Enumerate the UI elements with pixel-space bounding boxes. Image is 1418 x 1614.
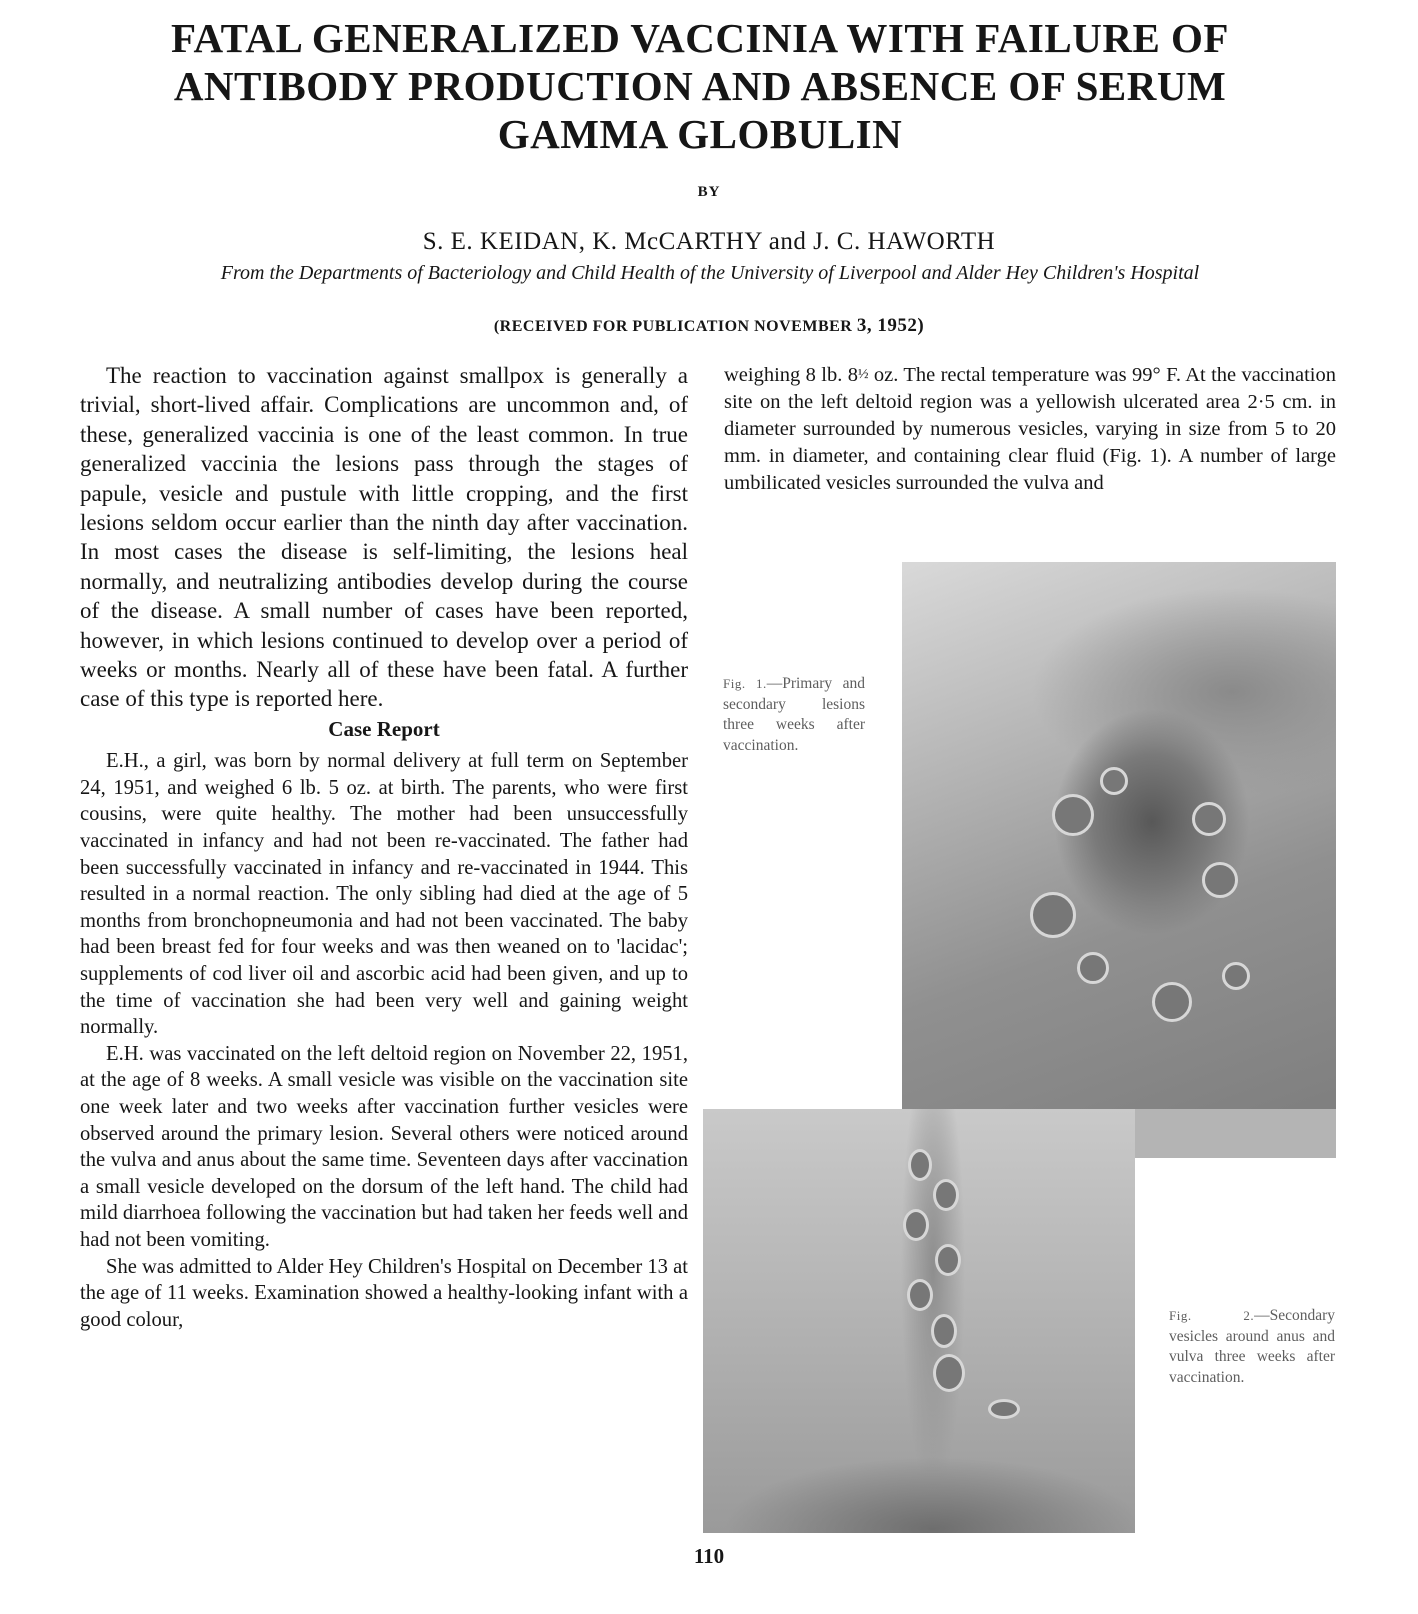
page-number: 110 <box>693 1544 725 1568</box>
vesicle-mark <box>903 1209 929 1241</box>
lesion-mark <box>1077 952 1109 984</box>
figure-2-caption <box>1169 1306 1335 1388</box>
lesion-mark <box>1152 982 1192 1022</box>
figure-1-photograph-lower-extension <box>1135 1109 1336 1158</box>
figure-1-photograph <box>902 562 1336 1158</box>
received-date-line <box>0 315 1418 337</box>
lesion-mark <box>1192 802 1226 836</box>
figure-2-caption-text: —Secondary vesicles around anus and vulva three weeks after vaccination. <box>1169 1307 1335 1386</box>
lesion-mark <box>1052 794 1094 836</box>
vesicle-mark <box>907 1279 933 1311</box>
vesicle-mark <box>988 1399 1020 1419</box>
left-text-column <box>80 361 688 1333</box>
right-text-column <box>724 361 1336 497</box>
vesicle-mark <box>908 1149 932 1181</box>
weight-fraction: ½ <box>858 367 869 382</box>
figure-1-label: Fig. 1. <box>723 676 767 691</box>
lesion-mark <box>1100 767 1128 795</box>
vesicle-mark <box>933 1354 965 1392</box>
received-label: (RECEIVED FOR PUBLICATION NOVEMBER <box>493 318 853 335</box>
lesion-mark <box>1030 892 1076 938</box>
figure-1-caption <box>723 674 865 756</box>
lesion-mark <box>1202 862 1238 898</box>
case-paragraph-2: E.H. was vaccinated on the left deltoid region on November 22, 1951, at the age of 8 weeks. A small vesicle was visible on the vaccination site one week later and two weeks after vaccination further vesicles were observed around the primary lesion. Several others were noticed around the vulva and anus about the same time. Seventeen days after vaccination a small vesicle developed on the dorsum of the left hand. The child had mild diarrhoea following the vaccination but had taken her feeds well and had not been vomiting. <box>80 1042 688 1251</box>
author-list: S. E. KEIDAN, K. McCARTHY and J. C. HAWORTH <box>422 228 996 255</box>
case-paragraph-1: E.H., a girl, was born by normal delivery at full term on September 24, 1951, and weighed 6 lb. 5 oz. at birth. The parents, who were first cousins, were quite healthy. The mother had been unsuccessfully vaccinated in infancy and had not been re-vaccinated. The father had been successfully vaccinated in infancy and re-vaccinated in 1944. This resulted in a normal reaction. The only sibling had died at the age of 5 months from bronchopneumonia and had not been vaccinated. The baby had been breast fed for four weeks and was then weaned on to 'lacidac'; supplements of cod liver oil and ascorbic acid had been given, and up to the time of vaccination she had been very well and gaining weight normally. <box>80 750 688 1039</box>
author-affiliation: From the Departments of Bacteriology and Child Health of the University of Liverpool and Alder Hey Children's Hospital <box>220 262 1200 284</box>
figure-1-caption-text: —Primary and secondary lesions three weeks after vaccination. <box>723 675 865 754</box>
byline-label: BY <box>697 184 721 200</box>
figure-2-label: Fig. 2. <box>1169 1308 1255 1323</box>
received-date: 3, 1952) <box>856 315 925 336</box>
case-report-body <box>80 748 688 1333</box>
right-paragraph <box>724 361 1336 497</box>
vesicle-mark <box>931 1314 957 1348</box>
intro-paragraph: The reaction to vaccination against smallpox is generally a trivial, short-lived affair. Complications are uncommon and, of these, generalized vaccinia is one of the least common. In true generalized vaccinia the lesions pass through the stages of papule, vesicle and pustule with little cropping, and the first lesions seldom occur earlier than the ninth day after vaccination. In most cases the disease is self-limiting, the lesions heal normally, and neutralizing antibodies develop during the course of the disease. A small number of cases have been reported, however, in which lesions continued to develop over a period of weeks or months. Nearly all of these have been fatal. A further case of this type is reported here. <box>80 363 688 712</box>
vesicle-mark <box>933 1179 959 1211</box>
case-paragraph-3: She was admitted to Alder Hey Children's Hospital on December 13 at the age of 11 weeks. Examination showed a healthy-looking infant with a good colour, <box>80 1255 688 1331</box>
right-paragraph-text: oz. The rectal temperature was 99° F. At the vaccination site on the left deltoid region was a yellowish ulcerated area 2·5 cm. in diameter surrounded by numerous vesicles, varying in size from 5 to 20 mm. in diameter, and containing clear fluid (Fig. 1). A number of large umbilicated vesicles surrounded the vulva and <box>724 364 1336 494</box>
lesion-mark <box>1222 962 1250 990</box>
section-heading-case-report: Case Report <box>328 716 440 741</box>
vesicle-mark <box>935 1244 961 1276</box>
article-title: FATAL GENERALIZED VACCINIA WITH FAILURE OF ANTIBODY PRODUCTION AND ABSENCE OF SERUM GAMMA GLOBULIN <box>171 15 1229 157</box>
weight-text: weighing 8 lb. 8 <box>724 364 858 386</box>
figure-2-photograph <box>703 1109 1135 1533</box>
